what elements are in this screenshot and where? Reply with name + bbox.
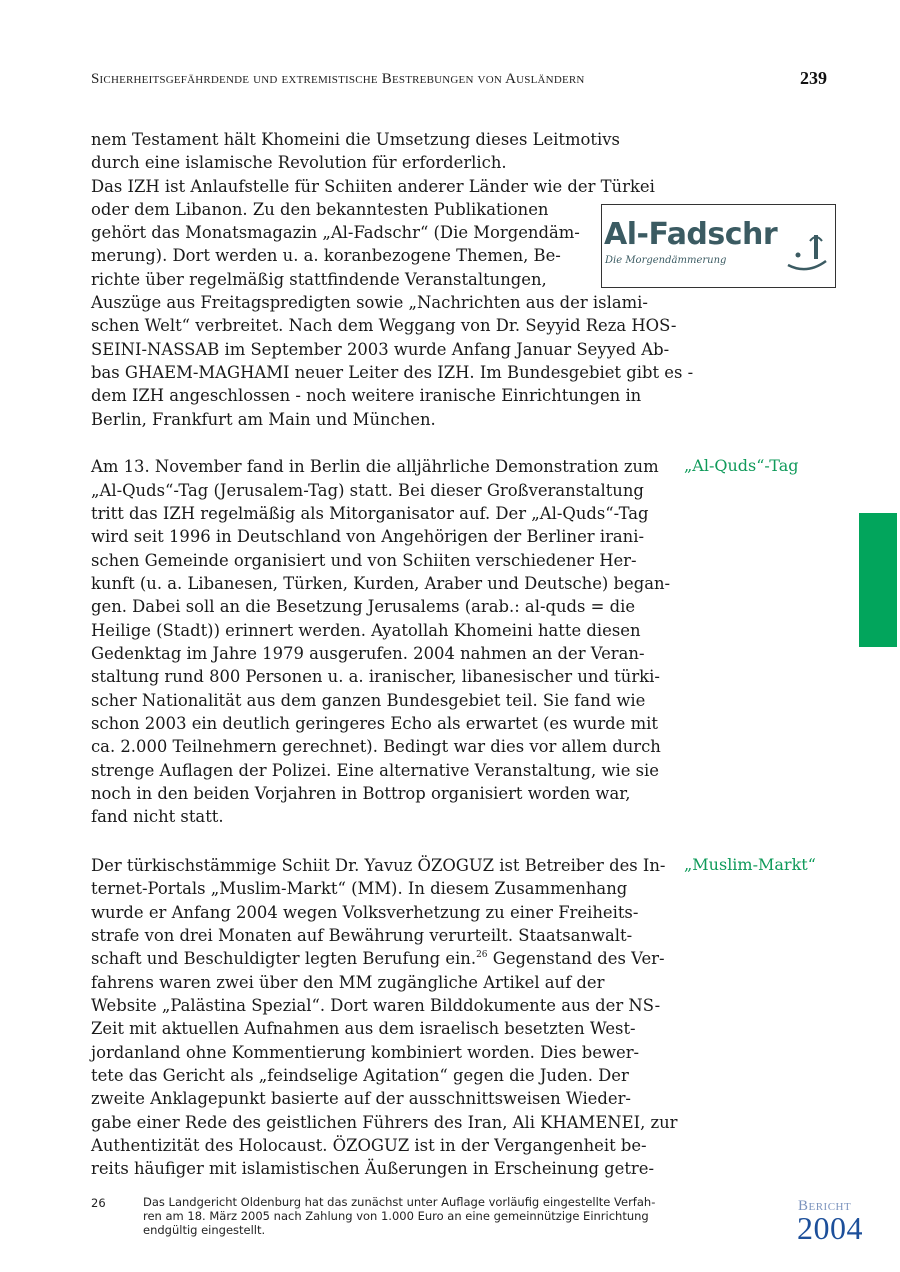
- body-line: schen Welt“ verbreitet. Nach dem Weggang von Dr. Seyyid Reza HOS-: [91, 316, 677, 335]
- body-line: tritt das IZH regelmäßig als Mitorganisator auf. Der „Al-Quds“-Tag: [91, 504, 649, 523]
- body-line: Der türkischstämmige Schiit Dr. Yavuz ÖZOGUZ ist Betreiber des In-: [91, 856, 666, 875]
- body-line: kunft (u. a. Libanesen, Türken, Kurden, Araber und Deutsche) began-: [91, 574, 671, 593]
- body-text-segment: Gegenstand des Ver-: [487, 949, 665, 968]
- body-line: strenge Auflagen der Polizei. Eine alternative Veranstaltung, wie sie: [91, 761, 659, 780]
- body-line: nem Testament hält Khomeini die Umsetzung dieses Leitmotivs: [91, 130, 620, 149]
- body-line: richte über regelmäßig stattfindende Veranstaltungen,: [91, 270, 547, 289]
- page-number: 239: [800, 68, 827, 88]
- body-text-segment: schaft und Beschuldigter legten Berufung ein.: [91, 949, 477, 968]
- body-line: wurde er Anfang 2004 wegen Volksverhetzung zu einer Freiheits-: [91, 903, 639, 922]
- body-line: Am 13. November fand in Berlin die alljährliche Demonstration zum: [91, 457, 659, 476]
- body-line: oder dem Libanon. Zu den bekanntesten Publikationen: [91, 200, 549, 219]
- body-line: schen Gemeinde organisiert und von Schiiten verschiedener Her-: [91, 551, 637, 570]
- body-line-with-footnote: [91, 947, 665, 974]
- logo-subtitle: Die Morgendämmerung: [605, 255, 727, 266]
- body-line: gen. Dabei soll an die Besetzung Jerusalems (arab.: al-quds = die: [91, 597, 636, 616]
- body-line: gabe einer Rede des geistlichen Führers des Iran, Ali KHAMENEI, zur: [91, 1113, 678, 1132]
- footnote-text: endgültig eingestellt.: [143, 1223, 266, 1237]
- body-line: ca. 2.000 Teilnehmern gerechnet). Bedingt war dies vor allem durch: [91, 737, 661, 756]
- body-line: Berlin, Frankfurt am Main und München.: [91, 410, 436, 429]
- body-line: „Al-Quds“-Tag (Jerusalem-Tag) statt. Bei dieser Großveranstaltung: [91, 481, 644, 500]
- report-year: 2004: [797, 1210, 863, 1246]
- body-line: Heilige (Stadt)) erinnert werden. Ayatollah Khomeini hatte diesen: [91, 621, 641, 640]
- body-line: tete das Gericht als „feindselige Agitation“ gegen die Juden. Der: [91, 1066, 629, 1085]
- logo-title: Al-Fadschr: [604, 217, 778, 252]
- body-line: bas GHAEM-MAGHAMI neuer Leiter des IZH. Im Bundesgebiet gibt es -: [91, 363, 694, 382]
- margin-note-al-quds: „Al-Quds“-Tag: [684, 456, 799, 475]
- body-line: Authentizität des Holocaust. ÖZOGUZ ist in der Vergangenheit be-: [91, 1136, 647, 1155]
- body-line: schon 2003 ein deutlich geringeres Echo als erwartet (es wurde mit: [91, 714, 658, 733]
- body-line: Gedenktag im Jahre 1979 ausgerufen. 2004 nahmen an der Veran-: [91, 644, 645, 663]
- al-fadschr-logo: [601, 204, 836, 288]
- body-line: fand nicht statt.: [91, 807, 224, 826]
- body-line: Zeit mit aktuellen Aufnahmen aus dem israelisch besetzten West-: [91, 1019, 636, 1038]
- body-line: staltung rund 800 Personen u. a. iranischer, libanesischer und türki-: [91, 667, 660, 686]
- footnote-number: 26: [91, 1196, 106, 1210]
- margin-note-muslim-markt: „Muslim-Markt“: [684, 855, 816, 874]
- body-line: merung). Dort werden u. a. koranbezogene Themen, Be-: [91, 246, 561, 265]
- body-line: ternet-Portals „Muslim-Markt“ (MM). In diesem Zusammenhang: [91, 879, 628, 898]
- body-line: durch eine islamische Revolution für erforderlich.: [91, 153, 507, 172]
- chapter-tab: [859, 513, 897, 647]
- body-line: zweite Anklagepunkt basierte auf der ausschnittsweisen Wieder-: [91, 1089, 631, 1108]
- body-line: Website „Palästina Spezial“. Dort waren Bilddokumente aus der NS-: [91, 996, 661, 1015]
- body-line: gehört das Monatsmagazin „Al-Fadschr“ (Die Morgendäm-: [91, 223, 580, 242]
- body-line: Auszüge aus Freitagspredigten sowie „Nachrichten aus der islami-: [91, 293, 648, 312]
- footnote-reference[interactable]: 26: [476, 950, 488, 960]
- body-line: dem IZH angeschlossen - noch weitere iranische Einrichtungen in: [91, 386, 642, 405]
- body-line: strafe von drei Monaten auf Bewährung verurteilt. Staatsanwalt-: [91, 926, 633, 945]
- running-header: Sicherheitsgefährdende und extremistische Bestrebungen von Ausländern: [91, 71, 585, 87]
- body-line: Das IZH ist Anlaufstelle für Schiiten anderer Länder wie der Türkei: [91, 177, 655, 196]
- body-line: fahrens waren zwei über den MM zugängliche Artikel auf der: [91, 973, 605, 992]
- mosque-emblem-icon: [784, 231, 830, 277]
- body-line: reits häufiger mit islamistischen Äußerungen in Erscheinung getre-: [91, 1159, 654, 1178]
- report-label: Bericht: [798, 1198, 852, 1214]
- body-line: jordanland ohne Kommentierung kombiniert worden. Dies bewer-: [91, 1043, 640, 1062]
- body-line: noch in den beiden Vorjahren in Bottrop organisiert worden war,: [91, 784, 631, 803]
- footnote-text: ren am 18. März 2005 nach Zahlung von 1.000 Euro an eine gemeinnützige Einrichtung: [143, 1209, 649, 1223]
- footnote-text: Das Landgericht Oldenburg hat das zunächst unter Auflage vorläufig eingestellte Verfah-: [143, 1195, 656, 1209]
- body-line: scher Nationalität aus dem ganzen Bundesgebiet teil. Sie fand wie: [91, 691, 646, 710]
- body-line: SEINI-NASSAB im September 2003 wurde Anfang Januar Seyyed Ab-: [91, 340, 670, 359]
- body-line: wird seit 1996 in Deutschland von Angehörigen der Berliner irani-: [91, 527, 645, 546]
